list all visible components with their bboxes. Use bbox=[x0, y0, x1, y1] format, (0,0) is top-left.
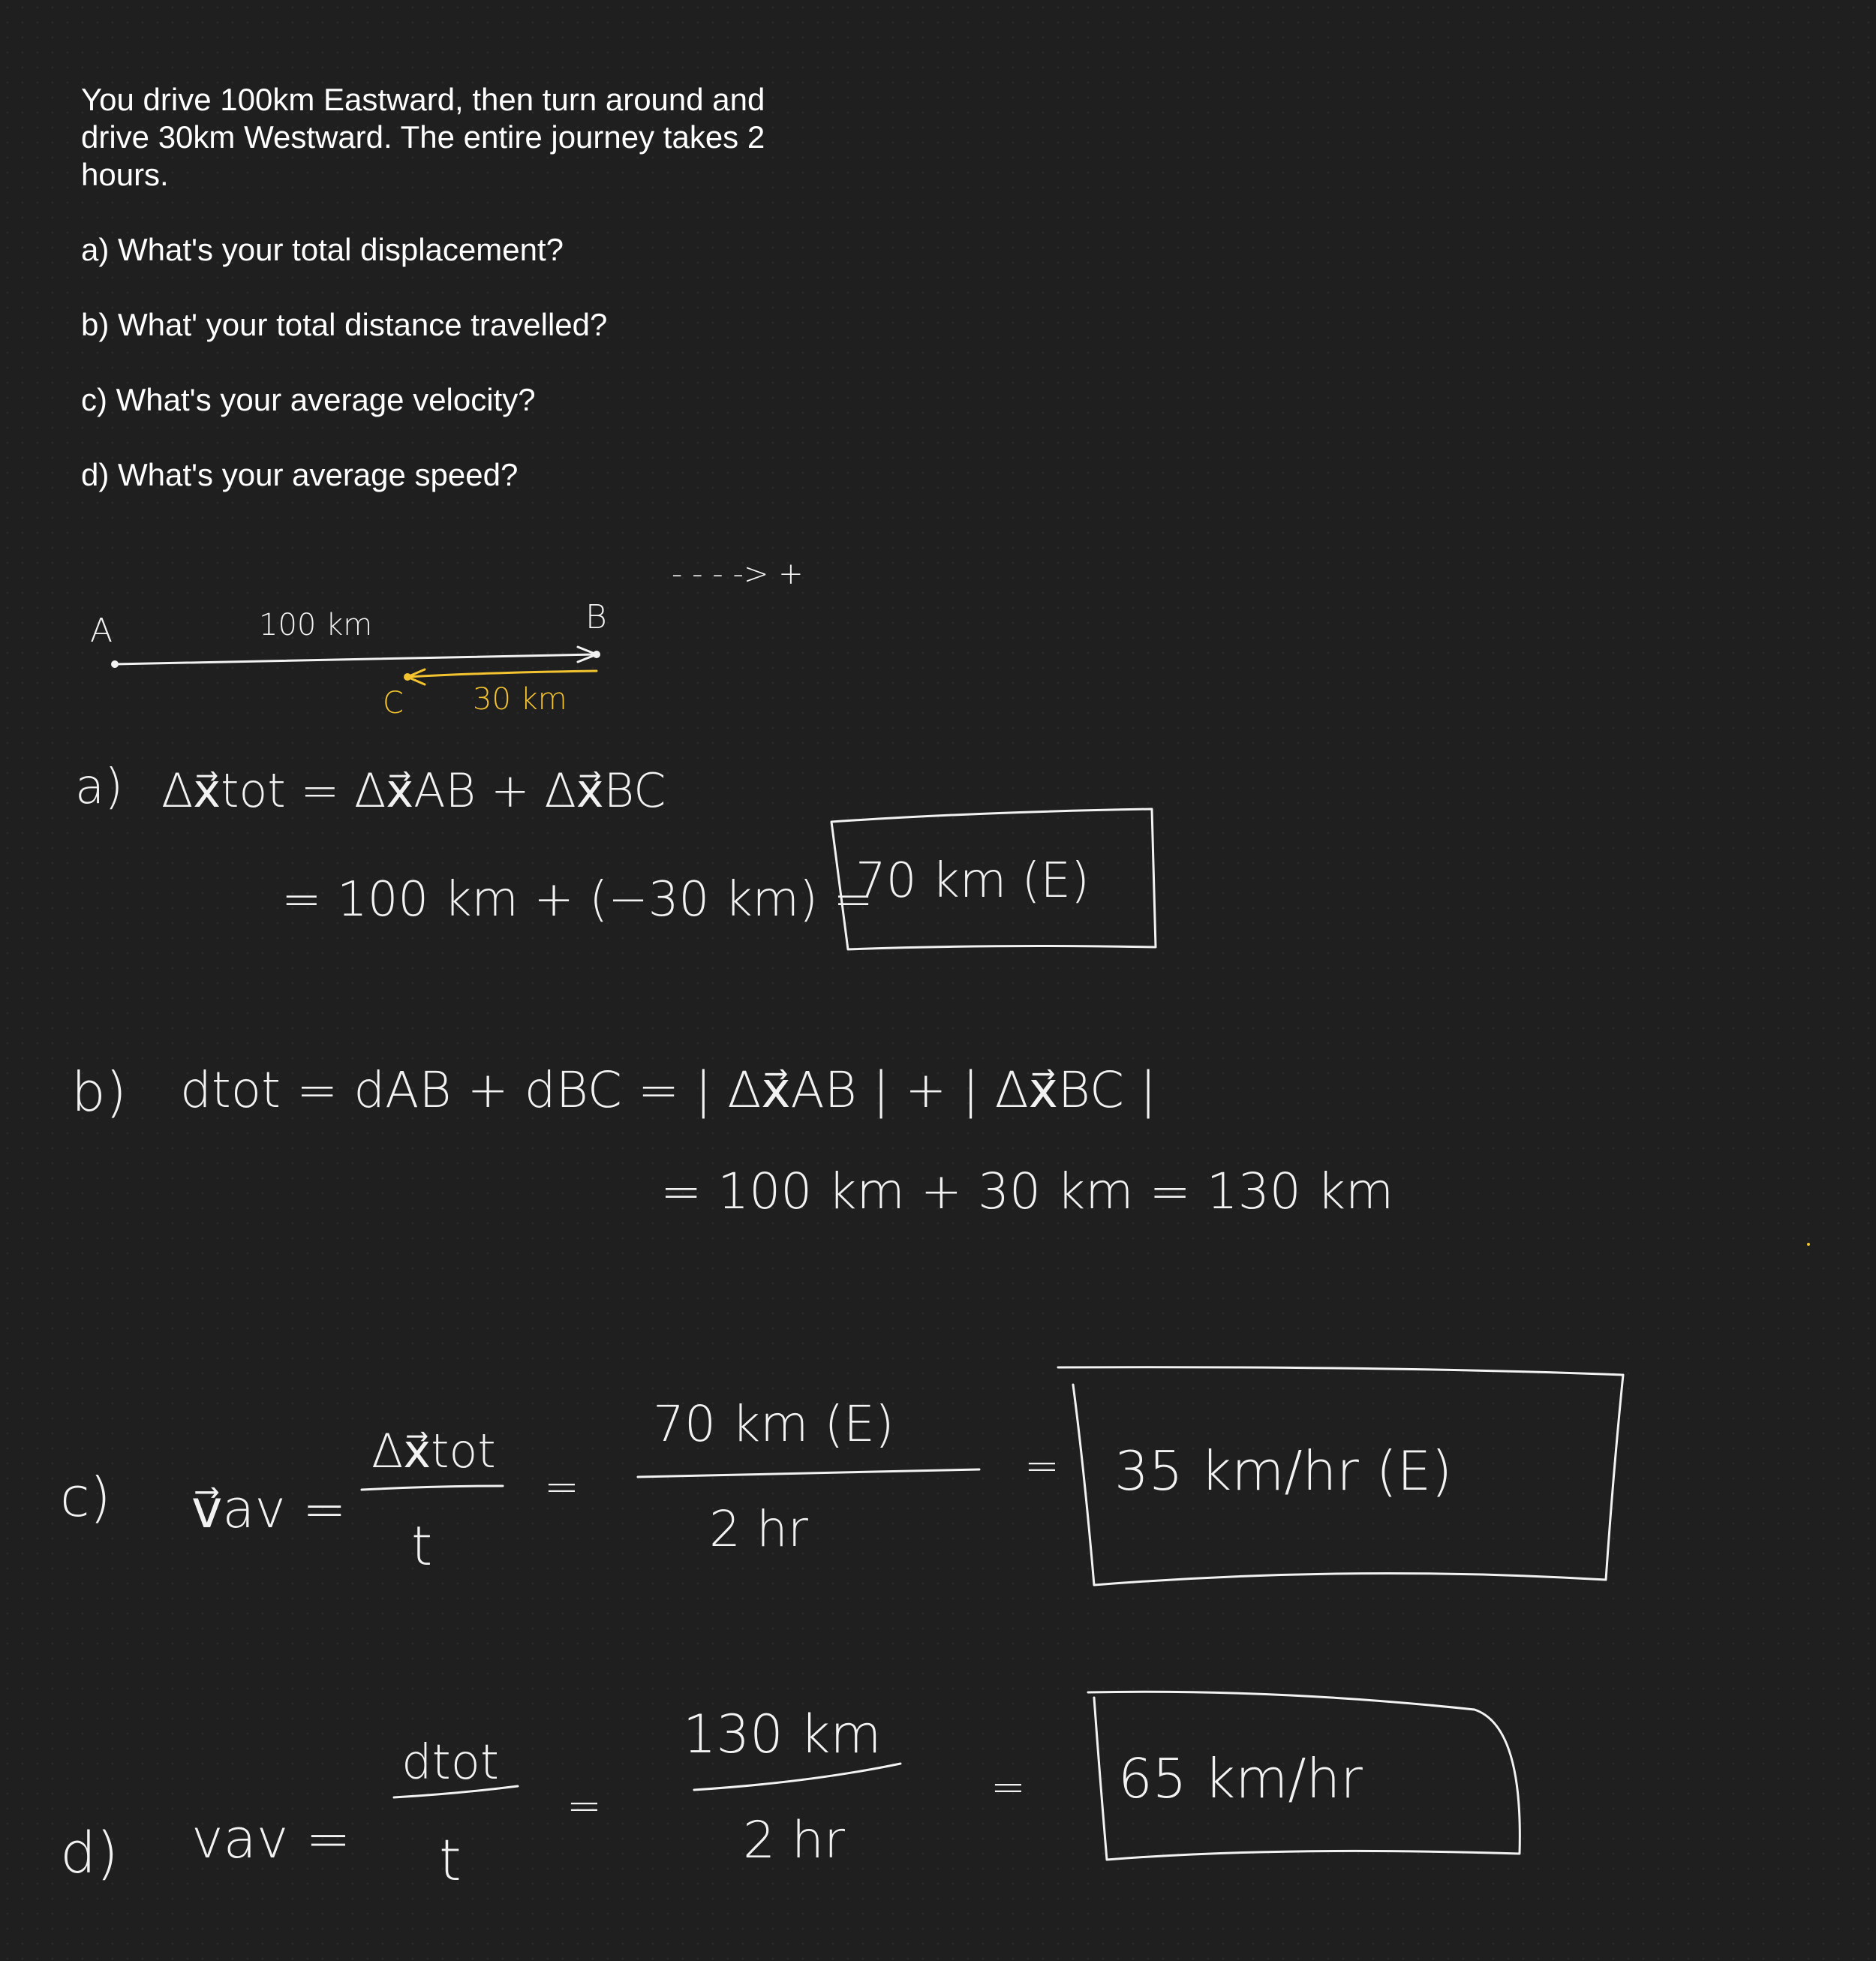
part-c-equals-2: = bbox=[1024, 1442, 1060, 1490]
part-c-denominator-1: t bbox=[411, 1514, 433, 1578]
displacement-diagram bbox=[90, 557, 804, 720]
solution-part-b bbox=[71, 1060, 1393, 1220]
part-d-denominator-1: t bbox=[439, 1827, 461, 1893]
solution-part-d bbox=[60, 1692, 1520, 1893]
point-c-dot bbox=[404, 673, 411, 681]
part-c-numerator-1: Δx⃗tot bbox=[371, 1424, 496, 1478]
point-a-dot bbox=[111, 660, 119, 668]
segment-ab-line bbox=[115, 654, 597, 664]
part-c-numerator-2: 70 km (E) bbox=[653, 1395, 894, 1453]
part-b-equation-1: dtot = dAB + dBC = | Δx⃗AB | + | Δx⃗BC | bbox=[180, 1061, 1157, 1119]
part-a-answer: 70 km (E) bbox=[855, 853, 1090, 909]
part-b-equation-2: = 100 km + 30 km = 130 km bbox=[660, 1162, 1394, 1220]
part-d-lhs: vav = bbox=[191, 1807, 351, 1870]
part-d-equals-1: = bbox=[567, 1782, 602, 1830]
stray-ink-dot bbox=[1807, 1243, 1810, 1246]
part-c-equals-1: = bbox=[544, 1463, 579, 1511]
solution-part-a bbox=[75, 759, 1156, 949]
part-a-label: a) bbox=[75, 759, 124, 815]
point-b-dot bbox=[593, 651, 600, 658]
part-b-label: b) bbox=[71, 1060, 127, 1123]
part-d-denominator-2: 2 hr bbox=[743, 1811, 845, 1870]
part-a-equation-1: Δx⃗tot = Δx⃗AB + Δx⃗BC bbox=[161, 763, 666, 818]
part-a-equation-2: = 100 km + (−30 km) = bbox=[281, 872, 873, 928]
point-c-label: C bbox=[383, 686, 404, 720]
question-d: d) What's your average speed? bbox=[81, 457, 519, 492]
part-d-label: d) bbox=[60, 1819, 119, 1886]
part-c-label: c) bbox=[60, 1466, 111, 1529]
question-c: c) What's your average velocity? bbox=[81, 382, 536, 417]
part-d-fraction-bar-2 bbox=[694, 1764, 900, 1790]
solution-part-c bbox=[60, 1367, 1623, 1585]
problem-statement: You drive 100km Eastward, then turn around and drive 30km Westward. The entire journey takes 2 hours. bbox=[81, 82, 765, 192]
part-d-equals-2: = bbox=[991, 1763, 1026, 1812]
point-b-label: B bbox=[585, 598, 607, 636]
part-c-lhs: v⃗av = bbox=[191, 1478, 347, 1540]
point-a-label: A bbox=[90, 612, 113, 650]
part-d-numerator-1: dtot bbox=[401, 1735, 499, 1791]
segment-bc-line bbox=[407, 671, 597, 677]
question-b: b) What' your total distance travelled? bbox=[81, 307, 608, 342]
positive-direction-label: - - - -> + bbox=[672, 557, 804, 591]
segment-ab-label: 100 km bbox=[259, 608, 373, 642]
part-c-fraction-bar-2 bbox=[638, 1469, 979, 1477]
part-c-answer: 35 km/hr (E) bbox=[1114, 1439, 1453, 1502]
part-d-numerator-2: 130 km bbox=[683, 1704, 882, 1765]
part-c-fraction-bar-1 bbox=[362, 1486, 503, 1490]
segment-bc-label: 30 km bbox=[473, 682, 567, 717]
part-c-denominator-2: 2 hr bbox=[709, 1500, 808, 1558]
question-a: a) What's your total displacement? bbox=[81, 232, 564, 267]
part-d-answer: 65 km/hr bbox=[1118, 1747, 1363, 1810]
